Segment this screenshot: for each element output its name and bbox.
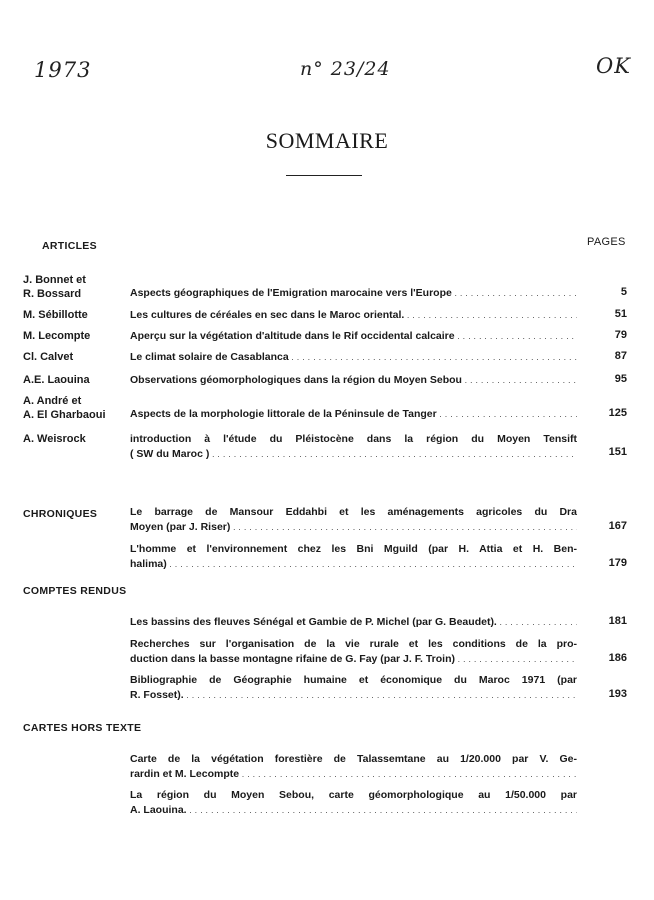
- section-heading-comptes-rendus: COMPTES RENDUS: [23, 585, 127, 597]
- page-number: 193: [608, 688, 627, 700]
- handwritten-year: 1973: [34, 58, 92, 82]
- article-author: M. Lecompte: [23, 330, 91, 342]
- article-title: Les cultures de céréales en sec dans le Maroc oriental. . . .: [130, 308, 577, 323]
- pages-heading: PAGES: [587, 236, 626, 248]
- page-number: 186: [608, 652, 627, 664]
- chronique-entry: L'homme et l'environnement chez les Bni Mguild (par H. Attia et H. Ben- halima) . . .: [130, 542, 577, 572]
- title-underline: [286, 175, 362, 176]
- section-heading-cartes: CARTES HORS TEXTE: [23, 722, 142, 734]
- article-title: introduction à l'étude du Pléistocène dans la région du Moyen Tensift ( SW du Maroc ) . . .: [130, 432, 577, 462]
- section-heading-articles: ARTICLES: [42, 240, 97, 252]
- author-line: A. El Gharbaoui: [23, 409, 106, 421]
- page-number: 51: [614, 308, 627, 320]
- author-line: R. Bossard: [23, 288, 82, 300]
- article-author: M. Sébillotte: [23, 309, 88, 321]
- author-line: A. André et: [23, 395, 82, 407]
- article-author: A.E. Laouina: [23, 374, 90, 386]
- page-number: 95: [614, 373, 627, 385]
- article-author: Cl. Calvet: [23, 351, 74, 363]
- article-title: Aperçu sur la végétation d'altitude dans le Rif occidental calcaire . . .: [130, 329, 577, 344]
- article-title: Aspects de la morphologie littorale de la Péninsule de Tanger . . .: [130, 407, 577, 422]
- page-number: 79: [614, 329, 627, 341]
- compte-rendu-entry: Les bassins des fleuves Sénégal et Gambie de P. Michel (par G. Beaudet). . . .: [130, 615, 577, 630]
- chronique-entry: Le barrage de Mansour Eddahbi et les aménagements agricoles du Dra Moyen (par J. Riser) . . .: [130, 505, 577, 535]
- compte-rendu-entry: Recherches sur l'organisation de la vie rurale et les conditions de la pro- duction dans la basse montagne rifaine de G. Fay (par J. F. Troin) . . .: [130, 637, 577, 667]
- page-number: 5: [620, 286, 627, 298]
- page-number: 179: [608, 557, 627, 569]
- page-number: 151: [608, 446, 627, 458]
- page-number: 125: [608, 407, 627, 419]
- handwritten-issue: n° 23/24: [300, 58, 391, 80]
- article-author: A. Weisrock: [23, 433, 86, 445]
- author-line: J. Bonnet et: [23, 274, 86, 286]
- section-heading-chroniques: CHRONIQUES: [23, 508, 98, 520]
- page-title: SOMMAIRE: [265, 128, 389, 153]
- article-author: [23, 273, 86, 301]
- page-number: 87: [614, 350, 627, 362]
- article-title: Le climat solaire de Casablanca . . .: [130, 350, 577, 365]
- carte-entry: La région du Moyen Sebou, carte géomorphologique au 1/50.000 par A. Laouina. . . .: [130, 788, 577, 818]
- handwritten-ok: OK: [596, 54, 631, 78]
- article-title: Observations géomorphologiques dans la région du Moyen Sebou . . .: [130, 373, 577, 388]
- compte-rendu-entry: Bibliographie de Géographie humaine et économique du Maroc 1971 (par R. Fosset). . . .: [130, 673, 577, 703]
- page-number: 181: [608, 615, 627, 627]
- article-author: [23, 394, 106, 422]
- page-number: 167: [608, 520, 627, 532]
- article-title: Aspects géographiques de l'Emigration marocaine vers l'Europe . . .: [130, 286, 577, 301]
- carte-entry: Carte de la végétation forestière de Talassemtane au 1/20.000 par V. Ge- rardin et M. Lecompte . . .: [130, 752, 577, 782]
